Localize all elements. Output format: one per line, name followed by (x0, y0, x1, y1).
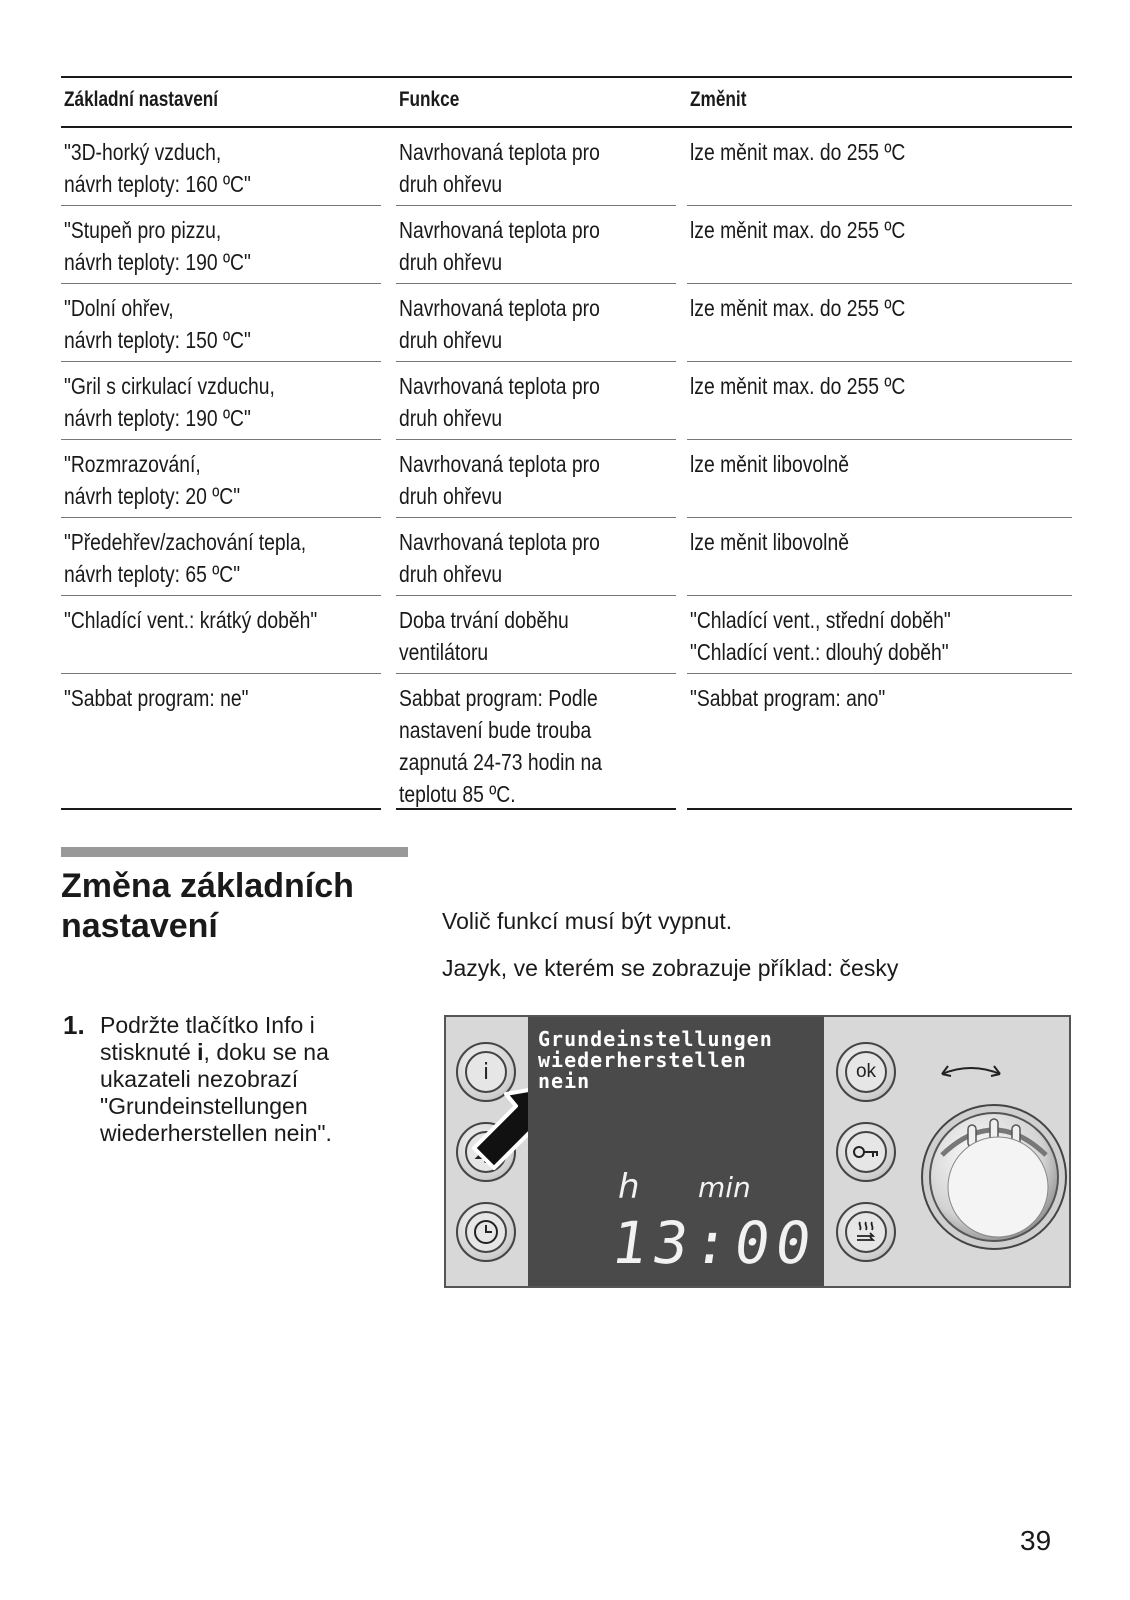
cell-line: návrh teploty: 65 ºC" (64, 561, 241, 587)
table-row (61, 362, 1072, 440)
cell-setting (64, 604, 365, 636)
cell-line: Navrhovaná teplota pro (399, 217, 600, 243)
cell-change (690, 136, 946, 168)
table-header (61, 76, 1072, 128)
row-divider (396, 808, 676, 810)
oven-display (528, 1017, 824, 1288)
cell-line: Sabbat program: Podle (399, 685, 598, 711)
cell-line: druh ohřevu (399, 327, 503, 353)
cell-line: lze měnit max. do 255 ºC (690, 217, 906, 243)
function-selector-knob[interactable] (914, 1095, 1071, 1255)
table-row (61, 440, 1072, 518)
cell-setting (64, 136, 286, 200)
ok-icon: ok (845, 1051, 887, 1093)
settings-table (61, 76, 1072, 810)
cell-function (399, 136, 638, 200)
oven-control-panel (444, 1015, 1071, 1288)
header-setting: Základní nastavení (64, 88, 219, 111)
cell-line: zapnutá 24-73 hodin na (399, 749, 603, 775)
cell-function (399, 604, 601, 668)
header-function: Funkce (399, 88, 460, 111)
cell-setting (64, 214, 286, 278)
display-line-3: nein (538, 1069, 591, 1093)
minute-label: min (698, 1171, 751, 1204)
table-row (61, 596, 1072, 674)
cell-line: druh ohřevu (399, 249, 503, 275)
step-text-after: , doku se na ukazateli nezobrazí "Grundeinstellungen wiederherstellen nein". (100, 1039, 332, 1146)
step-text-before: Podržte tlačítko Info i stisknuté (100, 1012, 315, 1065)
cell-line: Navrhovaná teplota pro (399, 451, 600, 477)
cell-line: druh ohřevu (399, 483, 503, 509)
cell-line: "Sabbat program: ano" (690, 685, 886, 711)
cell-line: návrh teploty: 190 ºC" (64, 249, 251, 275)
cell-line: Navrhovaná teplota pro (399, 373, 600, 399)
cell-line: Doba trvání doběhu (399, 607, 569, 633)
step-key: i (197, 1039, 204, 1065)
section-bar (61, 847, 408, 857)
cell-line: lze měnit max. do 255 ºC (690, 139, 906, 165)
cell-function (399, 370, 638, 434)
ok-button[interactable] (836, 1042, 896, 1102)
cell-line: druh ohřevu (399, 561, 503, 587)
cell-change (690, 526, 879, 558)
cell-line: lze měnit libovolně (690, 451, 849, 477)
table-row (61, 206, 1072, 284)
rotate-arrow-icon (938, 1062, 1004, 1082)
cell-line: "Chladící vent., střední doběh" (690, 607, 951, 633)
cell-change (690, 604, 1000, 668)
cell-line: "3D-horký vzduch, (64, 139, 222, 165)
step-text (100, 1012, 401, 1147)
table-body (61, 128, 1072, 810)
cell-line: návrh teploty: 150 ºC" (64, 327, 251, 353)
cell-line: lze měnit max. do 255 ºC (690, 373, 906, 399)
cell-line: návrh teploty: 160 ºC" (64, 171, 251, 197)
cell-line: návrh teploty: 190 ºC" (64, 405, 251, 431)
cell-line: Navrhovaná teplota pro (399, 139, 600, 165)
cell-line: "Stupeň pro pizzu, (64, 217, 222, 243)
clock-icon (465, 1211, 507, 1253)
cell-function (399, 448, 638, 512)
info-icon: i (465, 1051, 507, 1093)
cell-line: "Dolní ohřev, (64, 295, 174, 321)
cell-line: "Předehřev/zachování tepla, (64, 529, 307, 555)
header-change: Změnit (690, 88, 747, 111)
row-divider (61, 808, 381, 810)
cell-function (399, 292, 638, 356)
cell-line: druh ohřevu (399, 171, 503, 197)
cell-change (690, 214, 946, 246)
cell-function (399, 682, 641, 810)
display-line-2: wiederherstellen (538, 1048, 747, 1072)
step-number: 1. (63, 1010, 85, 1040)
time-readout: 13:00 (607, 1209, 822, 1277)
table-row (61, 284, 1072, 362)
section-title-line-2: nastavení (61, 907, 218, 945)
cell-setting (64, 448, 274, 512)
cell-line: lze měnit libovolně (690, 529, 849, 555)
section-title (61, 866, 354, 946)
table-row (61, 674, 1072, 810)
cell-line: teplotu 85 ºC. (399, 781, 516, 807)
cell-line: "Chladící vent.: krátký doběh" (64, 607, 318, 633)
cell-setting (64, 370, 315, 434)
cell-line: Navrhovaná teplota pro (399, 529, 600, 555)
clock-button[interactable] (456, 1202, 516, 1262)
cell-line: "Sabbat program: ne" (64, 685, 249, 711)
cell-line: nastavení bude trouba (399, 717, 592, 743)
cell-change (690, 370, 946, 402)
cell-line: návrh teploty: 20 ºC" (64, 483, 241, 509)
cell-line: "Gril s cirkulací vzduchu, (64, 373, 275, 399)
table-row (61, 518, 1072, 596)
cell-function (399, 214, 638, 278)
rapid-heat-button[interactable] (836, 1202, 896, 1262)
cell-setting (64, 292, 286, 356)
key-icon (845, 1131, 887, 1173)
cell-setting (64, 526, 352, 590)
cell-line: ventilátoru (399, 639, 489, 665)
precondition-text: Volič funkcí musí být vypnut. (442, 908, 733, 934)
cell-line: Navrhovaná teplota pro (399, 295, 600, 321)
table-row (61, 128, 1072, 206)
cell-line: druh ohřevu (399, 405, 503, 431)
row-divider (687, 808, 1072, 810)
language-note: Jazyk, ve kterém se zobrazuje příklad: česky (442, 955, 899, 981)
cell-setting (64, 682, 284, 714)
cell-function (399, 526, 638, 590)
cell-line: lze měnit max. do 255 ºC (690, 295, 906, 321)
section-title-line-1: Změna základních (61, 867, 354, 905)
key-lock-button[interactable] (836, 1122, 896, 1182)
rapid-heat-icon (845, 1211, 887, 1253)
cell-change (690, 682, 922, 714)
display-line-1: Grundeinstellungen (538, 1027, 773, 1051)
hour-label: h (618, 1167, 640, 1207)
cell-change (690, 292, 946, 324)
cell-line: "Rozmrazování, (64, 451, 201, 477)
page-number: 39 (1020, 1525, 1052, 1556)
cell-change (690, 448, 879, 480)
cell-line: "Chladící vent.: dlouhý doběh" (690, 639, 949, 665)
